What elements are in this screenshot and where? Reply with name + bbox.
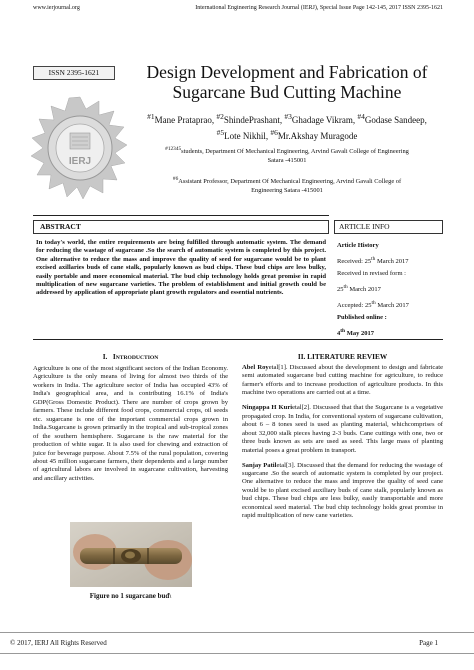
divider xyxy=(33,339,443,340)
section-heading-literature-review: II. LITERATURE REVIEW xyxy=(297,352,388,361)
published-label: Published online : xyxy=(337,314,387,322)
reference-item: Sanjay Patiletal[3]. Discussed that the demand for reducing the wastage of sugarcane .So the search of automatic system is completed by our project. One alternative to reduce the mass and improve the quality of seed cane would be to plant excised auxiliary buds of cane stalk, popularly known as bud chips. These bud chips are less bulky, easily transportable and more economical seed material. The bud chip technology holds great promise in rapid multiplication of new cane varieties. xyxy=(242,461,443,520)
accepted-date: Accepted: 25th March 2017 xyxy=(337,299,409,309)
figure-caption: Figure no 1 sugarcane bud\ xyxy=(89,592,172,600)
author-line-2: $^{\#5}$Lote Nikhil, $^{\#6}$Mr.Akshay Muragode xyxy=(216,127,358,141)
author-line-1: $^{\#1}$Mane Prataprao, $^{\#2}$ShindePrashant, $^{\#3}$Ghadage Vikram, $^{\#4}$Godase Sandeep, xyxy=(147,112,427,125)
logo-text: IERJ xyxy=(68,156,92,167)
ierj-logo xyxy=(27,95,133,201)
article-history-label: Article History xyxy=(337,242,379,249)
section-heading-introduction: I. INTRODUCTION xyxy=(102,352,159,361)
received-date: Received: 25th March 2017 xyxy=(337,255,409,265)
journal-website[interactable]: www.ierjournal.org xyxy=(33,5,80,11)
reference-item: Ningappa H Kurietal[2]. Discussed that that the Sugarcane is a vegetative propagated crop. In India, for conventional system of sugarcane cultivation, about 6 – 8 tones seed is used as planting material, whichcomprises of about 32,000 stalk pieces having 2-3 buds. Cane cuttings with one, two or three buds known as sets are used as seed. This large mass of planting material poses a great problem in transport. xyxy=(242,404,443,454)
literature-review-text xyxy=(242,364,443,527)
journal-info: International Engineering Research Journal (IERJ), Special Issue Page 142-145, 2017 ISSN 2395-1621 xyxy=(195,5,443,11)
published-date: 4th May 2017 xyxy=(337,328,374,338)
affiliation-students: $^{\#12345}$students, Department Of Mechanical Engineering, Arvind Gavali College of Engineering Satara -415001 xyxy=(165,146,409,164)
issn-box: ISSN 2395-1621 xyxy=(33,66,115,80)
reference-item: Abel Royetal[1]. Discussed about the development to design and fabricate semi automated sugarcane bud cutting machine for agriculture, to reduce farmer's efforts and to increase production of agriculture products. In this machine two operations are carried out at a time. xyxy=(242,364,443,397)
page-number: Page 1 xyxy=(419,639,438,647)
divider xyxy=(33,215,329,216)
introduction-text: Agriculture is one of the most significant sectors of the Indian Economy. Agriculture is the only means of living for almost two thirds of the workers in India. The agriculture sector of India has occupied 43% of India's geographical area, and is contributing 16.1% of India's GDP(Gross Domestic Product). There are number of crops grown by farmers. These include different food crops, commercial crops, oil seeds etc. sugarcane is one of the important commercial crops grown in India.Sugarcane is grown primarily in the tropical and sub-tropical zones of the southern hemisphere. Sugarcane is the raw material for the production of white sugar. It is also used for chewing and extraction of juice for beverage purpose. About 7.5% of the rural population, covering about 45 million sugarcane farmers, their dependents and a large number of agricultural labors are involved in sugarcane cultivation, harvesting and ancillary activities. xyxy=(33,365,228,482)
abstract-heading: ABSTRACT xyxy=(33,220,329,234)
affiliation-professor: $^{\#6}$Assistant Professor, Department Of Mechanical Engineering, Arvind Gavali College of Engineering Satara -415001 xyxy=(172,176,402,194)
revised-label: Received in revised form : xyxy=(337,270,406,278)
article-info xyxy=(337,240,443,341)
revised-date: 25th March 2017 xyxy=(337,283,381,294)
running-header xyxy=(33,5,443,17)
page-footer xyxy=(0,632,474,654)
copyright-text: © 2017, IERJ All Rights Reserved xyxy=(10,639,107,647)
abstract-text: In today's world, the entire requirements are being fulfilled through automatic system. The demand for reducing the wastage of sugarcane .So the search of automatic system is completed by this project. One alternative to reduce the mass and improve the quality of seed for sugarcane would be to plant excised axillaries buds of cane stalk, popularly known as bud chips. These bud chips are less bulky, easily portable and more economical material. The bud chip technology holds great promise in rapid multiplication of new sugarcane varieties. The problem of establishment and initial growth could be addressed by application of appropriate plant growth regulators and essential nutrients. xyxy=(36,239,326,297)
paper-title: Design Development and Fabrication of Sugarcane Bud Cutting Machine xyxy=(146,62,428,102)
sugarcane-bud-photo xyxy=(70,522,192,587)
article-info-heading: ARTICLE INFO xyxy=(334,220,443,234)
author-list xyxy=(132,111,442,142)
